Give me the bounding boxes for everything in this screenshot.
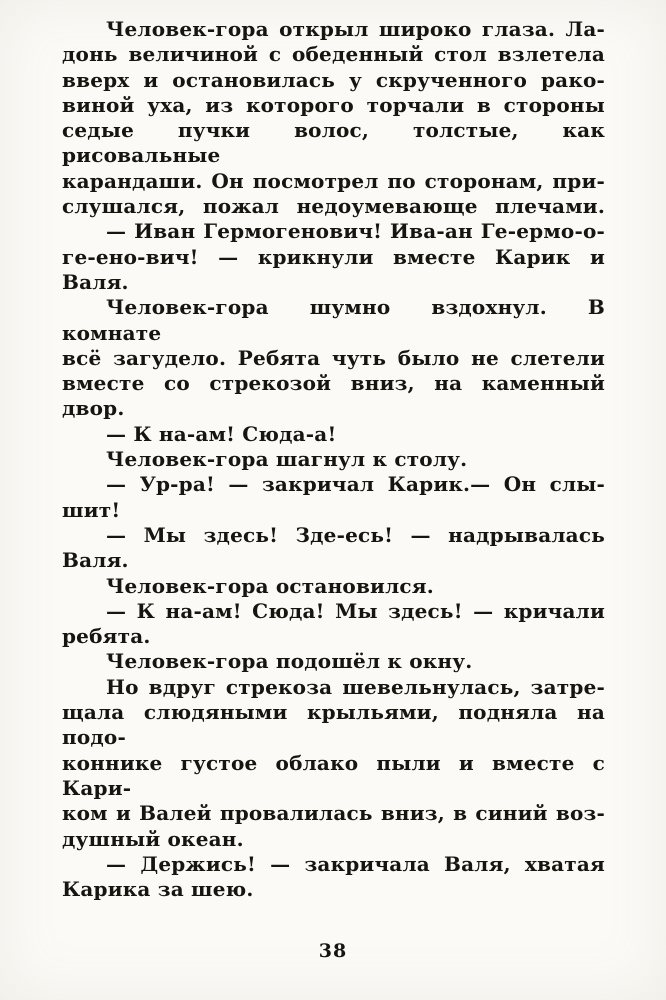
- text-line: седые пучки волос, толстые, как рисовальные: [62, 118, 605, 168]
- text-line: Человек-гора подошёл к окну.: [106, 649, 473, 674]
- text-line: донь величиной с обеденный стол взлетела: [62, 42, 605, 67]
- text-line: — Держись! — закричала Валя, хватая: [106, 851, 605, 876]
- page-text: [62, 17, 605, 902]
- text-line: Карика за шею.: [62, 877, 254, 902]
- text-line: Человек-гора остановился.: [106, 573, 434, 598]
- text-line: вместе со стрекозой вниз, на каменный двор.: [62, 371, 605, 421]
- text-line: ребята.: [62, 624, 151, 649]
- text-line: ком и Валей провалилась вниз, в синий воз-: [62, 801, 605, 826]
- text-line: коннике густое облако пыли и вместе с Кари-: [62, 750, 605, 800]
- text-line: всё загудело. Ребята чуть было не слетели: [62, 345, 605, 370]
- text-line: ге-ено-вич! — крикнули вместе Карик и Валя.: [62, 244, 605, 294]
- text-line: Человек-гора шагнул к столу.: [106, 447, 468, 472]
- text-line: — К на-ам! Сюда-а!: [106, 421, 337, 446]
- text-line: карандаши. Он посмотрел по сторонам, при-: [62, 168, 605, 193]
- text-line: щала слюдяными крыльями, подняла на подо-: [62, 700, 605, 750]
- text-line: шит!: [62, 497, 121, 522]
- text-line: — Иван Гермогенович! Ива-ан Ге-ермо-о-: [106, 219, 605, 244]
- text-line: Человек-гора открыл широко глаза. Ла-: [106, 17, 605, 41]
- text-line: душный океан.: [62, 826, 244, 851]
- text-line: вверх и остановилась у скрученного рако-: [62, 67, 605, 92]
- text-line: Человек-гора шумно вздохнул. В комнате: [62, 295, 605, 345]
- page-number: 38: [318, 940, 348, 962]
- text-line: Валя.: [62, 548, 129, 573]
- text-line: виной уха, из которого торчали в стороны: [62, 92, 605, 117]
- text-line: слушался, пожал недоумевающе плечами.: [62, 194, 605, 219]
- text-line: — Ур-ра! — закричал Карик.— Он слы-: [106, 472, 605, 497]
- text-line: — К на-ам! Сюда! Мы здесь! — кричали: [106, 598, 605, 623]
- text-line: Но вдруг стрекоза шевельнулась, затре-: [106, 674, 605, 699]
- text-line: — Мы здесь! Зде-есь! — надрывалась: [106, 522, 605, 547]
